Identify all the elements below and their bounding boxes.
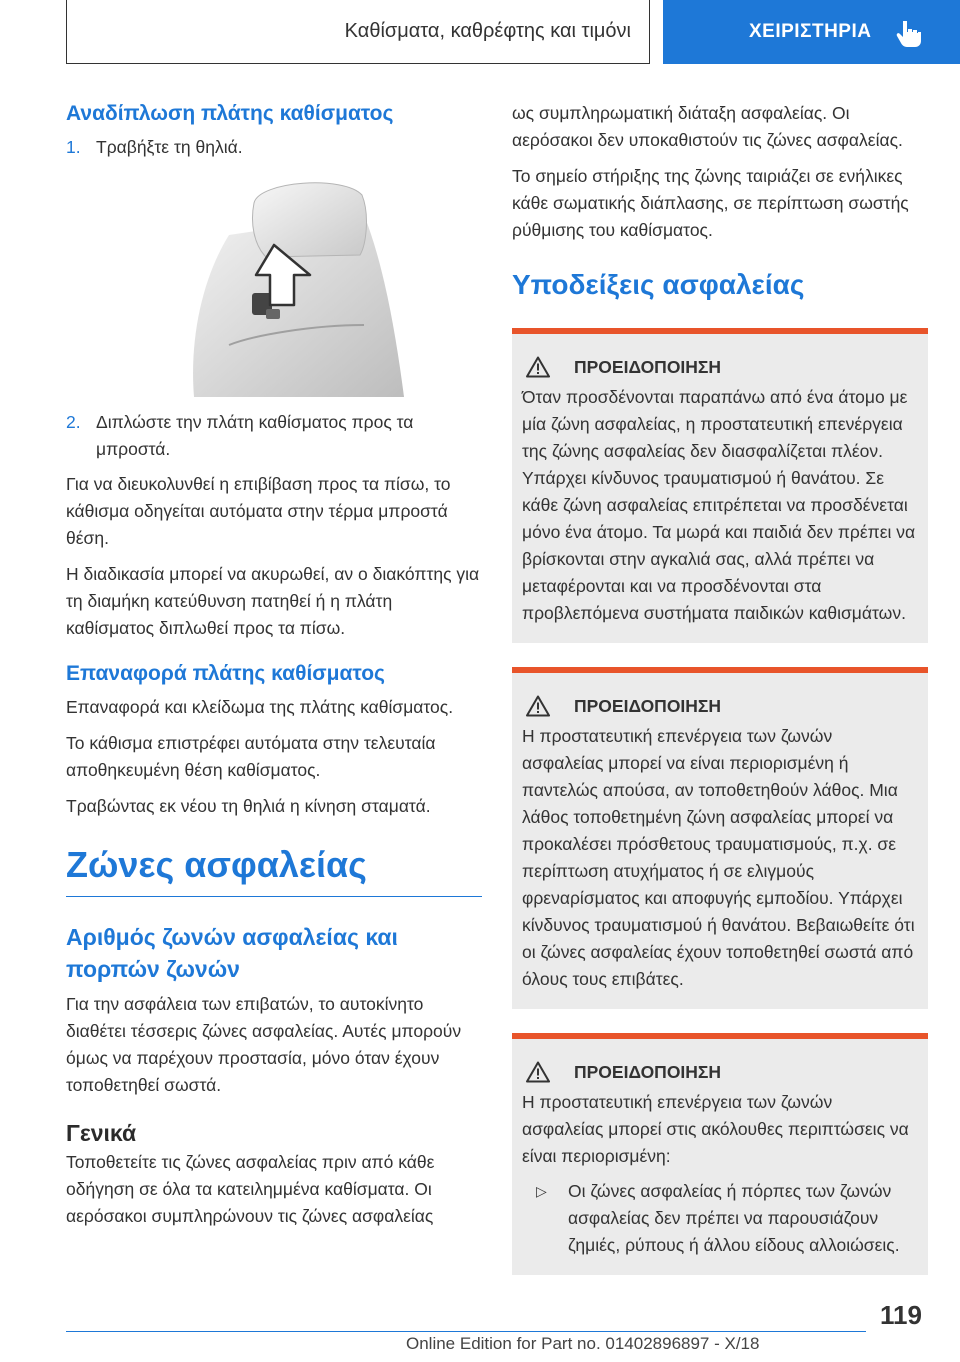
section-title: Καθίσματα, καθρέφτης και τιμόνι <box>66 0 650 64</box>
warning-title: ΠΡΟΕΙΔΟΠΟΙΗΣΗ <box>574 1061 722 1082</box>
warning-header <box>522 356 918 378</box>
warning-box <box>512 328 928 643</box>
general-heading: Γενικά <box>66 1120 137 1146</box>
edition-footer: Online Edition for Part no. 01402896897 - X/18 <box>406 1334 760 1353</box>
paragraph: Για την ασφάλεια των επιβατών, το αυτοκίνητο διαθέτει τέσσερις ζώνες ασφαλείας. Αυτές μπορούν όμως να παρέχουν προστασία, μόνο όταν έχουν τοποθετηθεί σωστά. <box>66 994 462 1095</box>
seat-backrest-illustration <box>134 175 404 397</box>
paragraph: Το κάθισμα επιστρέφει αυτόματα στην τελευταία αποθηκευμένη θέση καθίσματος. <box>66 733 436 780</box>
warning-text: Η προστατευτική επενέργεια των ζωνών ασφαλείας μπορεί στις ακόλουθες περιπτώσεις να είναι περιορισμένη: <box>522 1092 909 1166</box>
safety-heading: Υποδείξεις ασφαλείας <box>512 269 805 300</box>
paragraph: Τραβώντας εκ νέου τη θηλιά η κίνηση σταματά. <box>66 796 431 816</box>
chapter-tab-label: ΧΕΙΡΙΣΤΗΡΙΑ <box>749 21 872 42</box>
warning-triangle-icon <box>526 1061 550 1083</box>
left-column <box>66 100 482 1239</box>
warning-title: ΠΡΟΕΙΔΟΠΟΙΗΣΗ <box>574 695 722 716</box>
paragraph: Για να διευκολυνθεί η επιβίβαση προς τα πίσω, το κάθισμα οδηγείται αυτόματα στην τέρμα μπροστά θέση. <box>66 474 451 548</box>
bullet-text: Οι ζώνες ασφαλείας ή πόρπες των ζωνών ασφαλείας δεν πρέπει να παρουσιάζουν ζημιές, ρύπους ή άλλου είδους αλλοιώσεις. <box>568 1181 900 1255</box>
count-heading: Αριθμός ζωνών ασφαλείας και πορπών ζωνών <box>66 924 398 982</box>
step-text: Τραβήξτε τη θηλιά. <box>96 137 243 157</box>
step-number: 2. <box>66 412 81 432</box>
warning-box <box>512 1033 928 1275</box>
triangle-bullet-icon: ▷ <box>536 1183 547 1199</box>
paragraph: Επαναφορά και κλείδωμα της πλάτης καθίσματος. <box>66 697 454 717</box>
step-1 <box>66 134 482 161</box>
page-header <box>0 0 960 64</box>
step-text: Διπλώστε την πλάτη καθίσματος προς τα μπροστά. <box>96 412 414 459</box>
warning-header <box>522 1061 918 1083</box>
restore-heading: Επαναφορά πλάτης καθίσματος <box>66 662 385 685</box>
warning-triangle-icon <box>526 356 550 378</box>
chapter-tab[interactable] <box>663 0 960 64</box>
chapter-rule <box>66 896 482 897</box>
paragraph: Η διαδικασία μπορεί να ακυρωθεί, αν ο διακόπτης για τη διαμήκη κατεύθυνση πατηθεί ή η πλάτη καθίσματος διπλωθεί προς τα πίσω. <box>66 564 480 638</box>
hand-pointer-icon <box>894 18 924 48</box>
warning-title: ΠΡΟΕΙΔΟΠΟΙΗΣΗ <box>574 356 722 377</box>
warning-text: Όταν προσδένονται παραπάνω από ένα άτομο με μία ζώνη ασφαλείας, η προστατευτική επενέργεια της ζώνης ασφαλείας δεν διασφαλίζεται πλέον. Υπάρχει κίνδυνος τραυματισμού ή θανάτου. Σε κάθε ζώνη ασφαλείας επιτρέπεται να προσδένεται μόνο ένα άτομο. Τα μωρά και παιδιά δεν πρέπει να βρίσκονται στην αγκαλιά σας, αλλά πρέπει να μεταφέρονται και να προσδένονται στα προβλεπόμενα συστήματα παιδικών καθισμάτων. <box>522 387 916 623</box>
warning-box <box>512 667 928 1009</box>
seat-release-figure <box>134 175 404 397</box>
warning-triangle-icon <box>526 695 550 717</box>
footer-rule <box>66 1331 866 1332</box>
bullet-item <box>522 1178 918 1259</box>
paragraph: Τοποθετείτε τις ζώνες ασφαλείας πριν από κάθε οδήγηση σε όλα τα κατειλημμένα καθίσματα. Οι αερόσακοι συμπληρώνουν τις ζώνες ασφαλείας <box>66 1152 435 1226</box>
page-number: 119 <box>880 1300 922 1330</box>
paragraph: ως συμπληρωματική διάταξη ασφαλείας. Οι αερόσακοι δεν υποκαθιστούν τις ζώνες ασφαλείας. <box>512 103 903 150</box>
warning-header <box>522 695 918 717</box>
step-number: 1. <box>66 137 81 157</box>
warning-text: Η προστατευτική επενέργεια των ζωνών ασφαλείας μπορεί να είναι περιορισμένη ή παντελώς απούσα, αν τοποθετηθούν λάθος. Μια λάθος τοποθετημένη ζώνη ασφαλείας μπορεί να προκαλέσει πρόσθετους τραυματισμούς, π.χ. σε περίπτωση ατυχήματος ή σε ελιγμούς φρεναρίσματος και αποφυγής εμποδίου. Υπάρχει κίνδυνος τραυματισμού ή θανάτου. Βεβαιωθείτε ότι οι ζώνες ασφαλείας έχουν τοποθετηθεί σωστά από όλους τους επιβάτες. <box>522 726 915 989</box>
fold-heading: Αναδίπλωση πλάτης καθίσματος <box>66 102 394 125</box>
chapter-heading: Ζώνες ασφαλείας <box>66 844 367 885</box>
paragraph: Το σημείο στήριξης της ζώνης ταιριάζει σε ενήλικες κάθε σωματικής διάπλασης, σε περίπτωση σωστής ρύθμισης του καθίσματος. <box>512 166 909 240</box>
right-column <box>512 100 928 1275</box>
step-2 <box>66 409 482 463</box>
